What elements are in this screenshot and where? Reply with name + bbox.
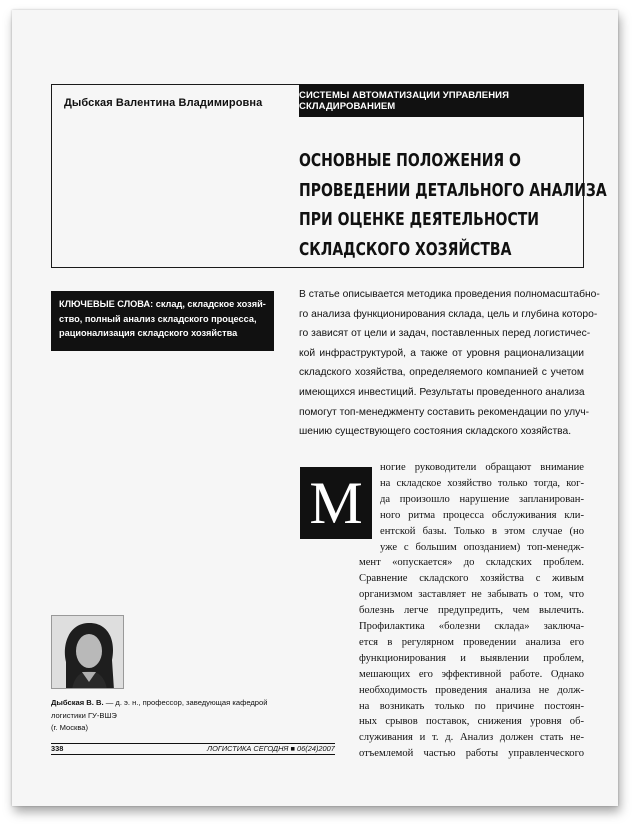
body-line: служивания и т. д. Анализ должен стать не- bbox=[359, 732, 584, 744]
body-line: ется в регулярном проведении анализа его bbox=[359, 636, 584, 648]
body-line: Профилактика «болезни склада» заключа- bbox=[359, 621, 584, 632]
title-line: ПРИ ОЦЕНКЕ ДЕЯТЕЛЬНОСТИ bbox=[299, 210, 540, 230]
title-line: СКЛАДСКОГО ХОЗЯЙСТВА bbox=[299, 239, 512, 260]
abstract-line: го анализа функционирования склада, цель и глубина которо- bbox=[299, 308, 598, 320]
body-line: мент «опускается» до складских проблем. bbox=[359, 557, 584, 569]
author-caption bbox=[51, 697, 296, 735]
section-banner: СИСТЕМЫ АВТОМАТИЗАЦИИ УПРАВЛЕНИЯ СКЛАДИРОВАНИЕМ bbox=[299, 84, 584, 117]
page-number: 338 bbox=[51, 744, 64, 753]
keywords-line: рационализация складского хозяйства bbox=[59, 328, 238, 338]
body-line: уже с большим опозданием) топ-менедж- bbox=[380, 541, 584, 553]
body-line: на складское хозяйство только тогда, ког- bbox=[380, 477, 584, 489]
portrait-image bbox=[52, 616, 124, 689]
author-photo bbox=[51, 615, 124, 689]
caption-details: — д. э. н., профессор, заведующая кафедрой логистики ГУ-ВШЭ bbox=[51, 698, 268, 720]
body-line: ентской базы. Только в этом случае (но bbox=[380, 525, 584, 537]
body-line: болезнь легче предупредить, чем вылечить. bbox=[359, 605, 584, 617]
abstract-line: помогут топ-менеджменту составить рекомендации по улуч- bbox=[299, 406, 590, 418]
abstract-line: го зависят от цели и задач, поставленных перед логистичес- bbox=[299, 328, 591, 340]
title-line: ОСНОВНЫЕ ПОЛОЖЕНИЯ О bbox=[299, 151, 521, 171]
body-line: необходимость проведения анализа не долж- bbox=[359, 684, 584, 696]
body-line: Сравнение складского хозяйства с живым bbox=[359, 573, 584, 585]
caption-city: (г. Москва) bbox=[51, 723, 89, 733]
body-line: мешающих его эффективной работе. Однако bbox=[359, 668, 584, 680]
body-line: ного ритма процесса обслуживания кли- bbox=[380, 509, 584, 521]
body-line: функционирования и выявлении проблем, bbox=[359, 652, 584, 664]
drop-cap: М bbox=[300, 467, 372, 539]
abstract bbox=[299, 285, 600, 442]
article-title bbox=[299, 147, 607, 265]
body-line: ногие руководители обращают внимание bbox=[380, 462, 584, 473]
body-line: отъемлемой частью работы управленческого bbox=[359, 748, 584, 760]
keywords-box bbox=[51, 291, 274, 351]
body-line: на возникать только по причине постоян- bbox=[359, 700, 584, 712]
abstract-line: кой инфраструктурой, а также от уровня рационализации bbox=[299, 347, 584, 359]
body-line: да произошло нарушение запланирован- bbox=[380, 493, 584, 505]
keywords-line: КЛЮЧЕВЫЕ СЛОВА: склад, складское хозяй- bbox=[59, 299, 266, 309]
author-name: Дыбская Валентина Владимировна bbox=[64, 97, 263, 109]
abstract-line: складского хозяйства, определяемого компанией с учетом bbox=[299, 367, 584, 379]
abstract-line: В статье описывается методика проведения полномасштабно- bbox=[299, 289, 600, 300]
keywords-line: ство, полный анализ складского процесса, bbox=[59, 313, 257, 324]
journal-issue: ЛОГИСТИКА СЕГОДНЯ ■ 06(24)2007 bbox=[207, 744, 335, 753]
body-line: ных срывов поставок, снижения уровня об- bbox=[359, 716, 584, 728]
body-line: организмом заставляет не забывать о том, что bbox=[359, 589, 584, 601]
caption-name: Дыбская В. В. bbox=[51, 698, 104, 707]
abstract-line: шению существующего состояния складского хозяйства. bbox=[299, 426, 572, 438]
title-line: ПРОВЕДЕНИИ ДЕТАЛЬНОГО АНАЛИЗА bbox=[299, 180, 607, 201]
abstract-line: имеющихся инвестиций. Результаты проведенного анализа bbox=[299, 386, 585, 398]
